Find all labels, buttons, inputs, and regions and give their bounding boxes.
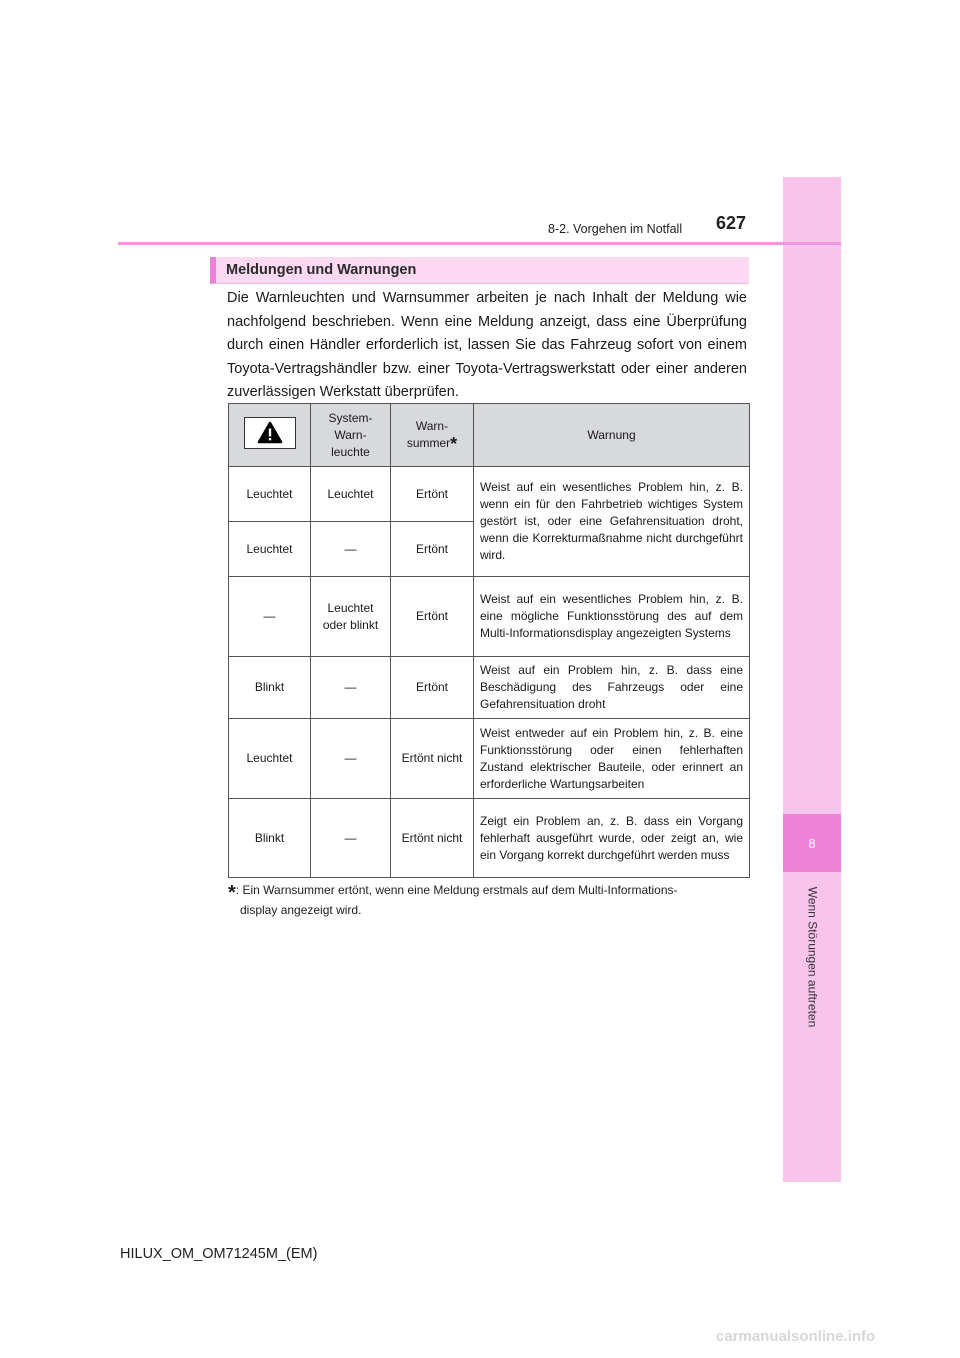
- table-row: [229, 799, 750, 878]
- cell-system-state: —: [311, 799, 391, 878]
- cell-warning-text: Weist auf ein Problem hin, z. B. dass eine Beschädigung des Fahrzeugs oder eine Gefahrensituation droht: [474, 657, 750, 719]
- cell-system-state: Leuchtet: [311, 467, 391, 522]
- running-section-title: 8-2. Vorgehen im Notfall: [548, 222, 683, 236]
- footnote-text: : Ein Warnsummer ertönt, wenn eine Meldung erstmals auf dem Multi-Informations-: [235, 883, 678, 897]
- cell-buzzer-state: Ertönt: [391, 467, 474, 522]
- cell-system-state: —: [311, 522, 391, 577]
- warning-triangle-icon: [244, 417, 296, 449]
- chapter-number: 8: [808, 835, 816, 851]
- footnote-mark: *: [228, 882, 236, 904]
- document-code: HILUX_OM_OM71245M_(EM): [120, 1246, 318, 1262]
- cell-buzzer-state: Ertönt nicht: [391, 719, 474, 799]
- cell-icon-state: Leuchtet: [229, 719, 311, 799]
- cell-buzzer-state: Ertönt: [391, 522, 474, 577]
- header-icon-cell: [229, 404, 311, 467]
- table-header-row: [229, 404, 750, 467]
- page-number: 627: [716, 213, 747, 233]
- cell-buzzer-state: Ertönt nicht: [391, 799, 474, 878]
- cell-system-state: Leuchtet oder blinkt: [311, 577, 391, 657]
- header-rule: [118, 242, 841, 245]
- header-system-warning-light: System- Warn- leuchte: [311, 404, 391, 467]
- cell-icon-state: Leuchtet: [229, 467, 311, 522]
- warning-table: [228, 403, 750, 878]
- cell-buzzer-state: Ertönt: [391, 577, 474, 657]
- section-heading-bar: [210, 257, 749, 284]
- cell-buzzer-state: Ertönt: [391, 657, 474, 719]
- cell-warning-text: Weist auf ein wesentliches Problem hin, z. B. wenn ein für den Fahrbetrieb wichtiges System gestört ist, oder eine Gefahrensituation droht, wenn die Korrekturmaßnahme nicht durchgeführt wird.: [474, 467, 750, 577]
- table-row: [229, 577, 750, 657]
- table-row: [229, 719, 750, 799]
- chapter-label: Wenn Störungen auftreten: [805, 886, 820, 1028]
- footnote-text-continued: display angezeigt wird.: [240, 903, 362, 917]
- table-row: [229, 467, 750, 522]
- cell-icon-state: —: [229, 577, 311, 657]
- cell-warning-text: Weist entweder auf ein Problem hin, z. B. eine Funktionsstörung oder einen fehlerhaften Zustand elektrischer Bauteile, oder erinnert an erforderliche Wartungsarbeiten: [474, 719, 750, 799]
- chapter-number-tab: [783, 814, 841, 872]
- footnote: [228, 882, 750, 919]
- table-row: [229, 657, 750, 719]
- header-buzzer: [391, 404, 474, 467]
- intro-paragraph: Die Warnleuchten und Warnsummer arbeiten je nach Inhalt der Meldung wie nachfolgend beschrieben. Wenn eine Meldung anzeigt, dass eine Überprüfung durch einen Händler erforderlich ist, lassen Sie das Fahrzeug sofort von einem Toyota-Vertragshändler bzw. einer Toyota-Vertragswerkstatt oder einer anderen zuverlässigen Werkstatt überprüfen.: [227, 290, 747, 400]
- watermark: carmanualsonline.info: [716, 1328, 876, 1345]
- cell-system-state: —: [311, 719, 391, 799]
- header-warning: Warnung: [474, 404, 750, 467]
- header-buzzer-footnote-mark: *: [450, 433, 458, 454]
- chapter-label-tab: [783, 872, 841, 1042]
- header-buzzer-label: Warn- summer: [406, 418, 451, 450]
- section-heading: Meldungen und Warnungen: [226, 262, 417, 278]
- cell-icon-state: Blinkt: [229, 657, 311, 719]
- cell-warning-text: Zeigt ein Problem an, z. B. dass ein Vorgang fehlerhaft ausgeführt wurde, oder zeigt an, wie ein Vorgang korrekt durchgeführt werden muss: [474, 799, 750, 878]
- cell-warning-text: Weist auf ein wesentliches Problem hin, z. B. eine mögliche Funktionsstörung des auf dem Multi-Informationsdisplay angezeigten Systems: [474, 577, 750, 657]
- cell-icon-state: Leuchtet: [229, 522, 311, 577]
- cell-icon-state: Blinkt: [229, 799, 311, 878]
- cell-system-state: —: [311, 657, 391, 719]
